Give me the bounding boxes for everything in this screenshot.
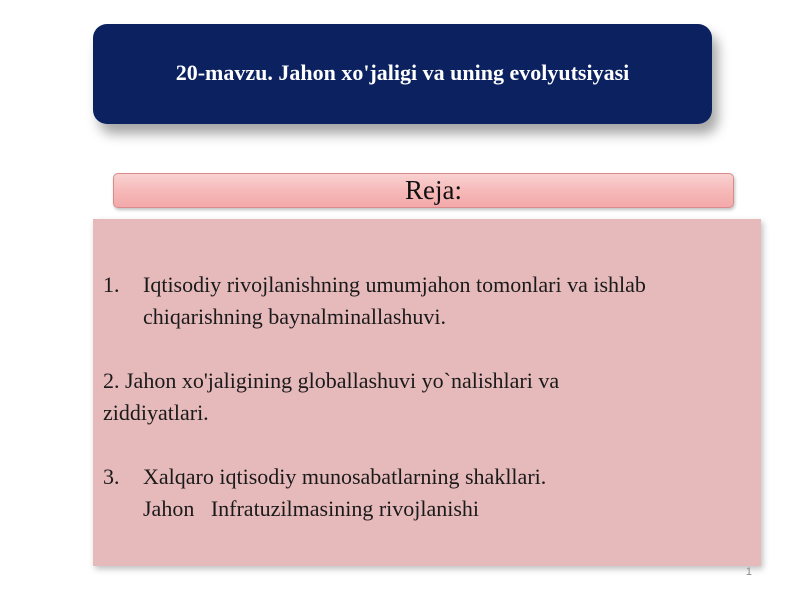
list-item-text: Xalqaro iqtisodiy munosabatlarning shakllari. <box>143 464 547 489</box>
plan-list <box>103 269 753 525</box>
list-item-number: 3. <box>103 464 120 489</box>
list-item-text: ziddiyatlari. <box>103 400 209 425</box>
list-item-text: 2. Jahon xo'jaligining globallashuvi yo`nalishlari va <box>103 368 560 393</box>
list-item-text: Iqtisodiy rivojlanishning umumjahon tomonlari va ishlab <box>143 272 646 297</box>
spacer <box>103 429 753 461</box>
title-banner <box>93 24 712 124</box>
list-item-text: Jahon Infratuzilmasining rivojlanishi <box>143 496 480 521</box>
list-item-3 <box>103 461 753 525</box>
list-item-2 <box>103 365 753 429</box>
slide-subtitle: Reja: <box>405 175 462 205</box>
slide-title: 20-mavzu. Jahon xo'jaligi va uning evolyutsiyasi <box>175 60 630 85</box>
list-item-1 <box>103 269 753 333</box>
content-panel <box>93 219 761 566</box>
list-item-number: 1. <box>103 272 120 297</box>
spacer <box>103 333 753 365</box>
subtitle-banner <box>113 173 734 208</box>
list-item-text: chiqarishning baynalminallashuvi. <box>143 304 447 329</box>
page-number: 1 <box>745 566 752 578</box>
